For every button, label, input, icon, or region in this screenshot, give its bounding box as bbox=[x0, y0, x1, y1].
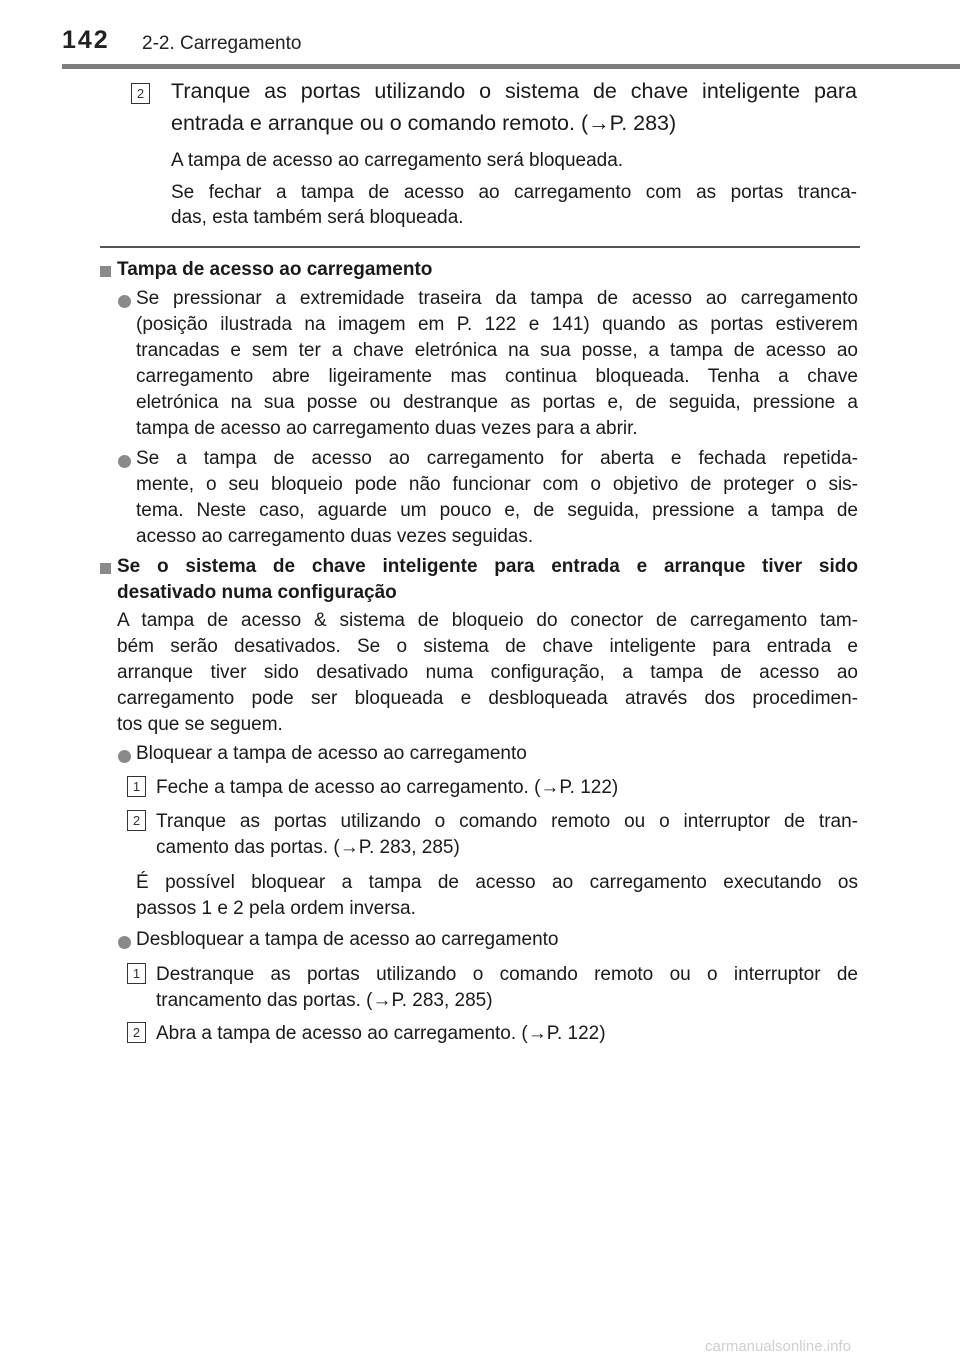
step-text-line: camento das portas. (→P. 283, 285) bbox=[156, 837, 460, 858]
step-text-line: entrada e arranque ou o comando remoto. (→P. 283) bbox=[171, 111, 677, 135]
watermark: carmanualsonline.info bbox=[705, 1338, 851, 1355]
paragraph-line: bém serão desativados. Se o sistema de chave inteligente para entrada e bbox=[117, 636, 858, 657]
section-title: 2-2. Carregamento bbox=[142, 33, 302, 54]
step-number-box: 2 bbox=[131, 83, 150, 104]
note-line: passos 1 e 2 pela ordem inversa. bbox=[136, 898, 416, 919]
bullet-text-line: carregamento abre ligeiramente mas continua bloqueada. Tenha a chave bbox=[136, 366, 858, 387]
section-heading: Tampa de acesso ao carregamento bbox=[117, 259, 433, 280]
round-bullet-icon bbox=[118, 455, 131, 468]
step-text-line: Tranque as portas utilizando o comando remoto ou o interruptor de tran- bbox=[156, 811, 858, 832]
step-note: A tampa de acesso ao carregamento será bloqueada. bbox=[171, 150, 624, 171]
section-heading: Se o sistema de chave inteligente para entrada e arranque tiver sido bbox=[117, 556, 858, 577]
page-number: 142 bbox=[62, 26, 110, 54]
bullet-text-line: trancadas e sem ter a chave eletrónica na sua posse, a tampa de acesso ao bbox=[136, 340, 858, 361]
step-note: das, esta também será bloqueada. bbox=[171, 207, 464, 228]
step-text-line: Abra a tampa de acesso ao carregamento. (→P. 122) bbox=[156, 1023, 606, 1044]
bullet-text-line: tampa de acesso ao carregamento duas vezes para a abrir. bbox=[136, 418, 638, 439]
square-bullet-icon bbox=[100, 563, 111, 574]
bullet-text-line: (posição ilustrada na imagem em P. 122 e 141) quando as portas estiverem bbox=[136, 314, 858, 335]
bullet-text-line: mente, o seu bloqueio pode não funcionar com o objetivo de proteger o sis- bbox=[136, 474, 858, 495]
round-bullet-icon bbox=[118, 750, 131, 763]
section-heading: desativado numa configuração bbox=[117, 582, 397, 603]
step-number-box: 2 bbox=[127, 810, 146, 831]
step-number-box: 1 bbox=[127, 776, 146, 797]
paragraph-line: arranque tiver sido desativado numa configuração, a tampa de acesso ao bbox=[117, 662, 858, 683]
step-text-line: Destranque as portas utilizando o comando remoto ou o interruptor de bbox=[156, 964, 858, 985]
header-rule bbox=[62, 64, 960, 69]
step-text-line: Feche a tampa de acesso ao carregamento. (→P. 122) bbox=[156, 777, 619, 798]
step-number-box: 1 bbox=[127, 963, 146, 984]
square-bullet-icon bbox=[100, 266, 111, 277]
procedure-title: Desbloquear a tampa de acesso ao carregamento bbox=[136, 929, 559, 950]
step-note: Se fechar a tampa de acesso ao carregamento com as portas tranca- bbox=[171, 182, 857, 203]
paragraph-line: carregamento pode ser bloqueada e desbloqueada através dos procedimen- bbox=[117, 688, 858, 709]
section-divider bbox=[100, 246, 860, 248]
step-number-box: 2 bbox=[127, 1022, 146, 1043]
step-text-line: trancamento das portas. (→P. 283, 285) bbox=[156, 990, 493, 1011]
bullet-text-line: tema. Neste caso, aguarde um pouco e, de seguida, pressione a tampa de bbox=[136, 500, 858, 521]
step-text-line: Tranque as portas utilizando o sistema de chave inteligente para bbox=[171, 79, 857, 103]
bullet-text-line: acesso ao carregamento duas vezes seguidas. bbox=[136, 526, 534, 547]
bullet-text-line: Se pressionar a extremidade traseira da tampa de acesso ao carregamento bbox=[136, 288, 858, 309]
paragraph-line: tos que se seguem. bbox=[117, 714, 283, 735]
page-header bbox=[0, 0, 960, 70]
round-bullet-icon bbox=[118, 936, 131, 949]
procedure-title: Bloquear a tampa de acesso ao carregamento bbox=[136, 743, 527, 764]
bullet-text-line: Se a tampa de acesso ao carregamento for aberta e fechada repetida- bbox=[136, 448, 858, 469]
round-bullet-icon bbox=[118, 295, 131, 308]
note-line: É possível bloquear a tampa de acesso ao carregamento executando os bbox=[136, 872, 858, 893]
bullet-text-line: eletrónica na sua posse ou destranque as portas e, de seguida, pressione a bbox=[136, 392, 858, 413]
paragraph-line: A tampa de acesso & sistema de bloqueio do conector de carregamento tam- bbox=[117, 610, 858, 631]
